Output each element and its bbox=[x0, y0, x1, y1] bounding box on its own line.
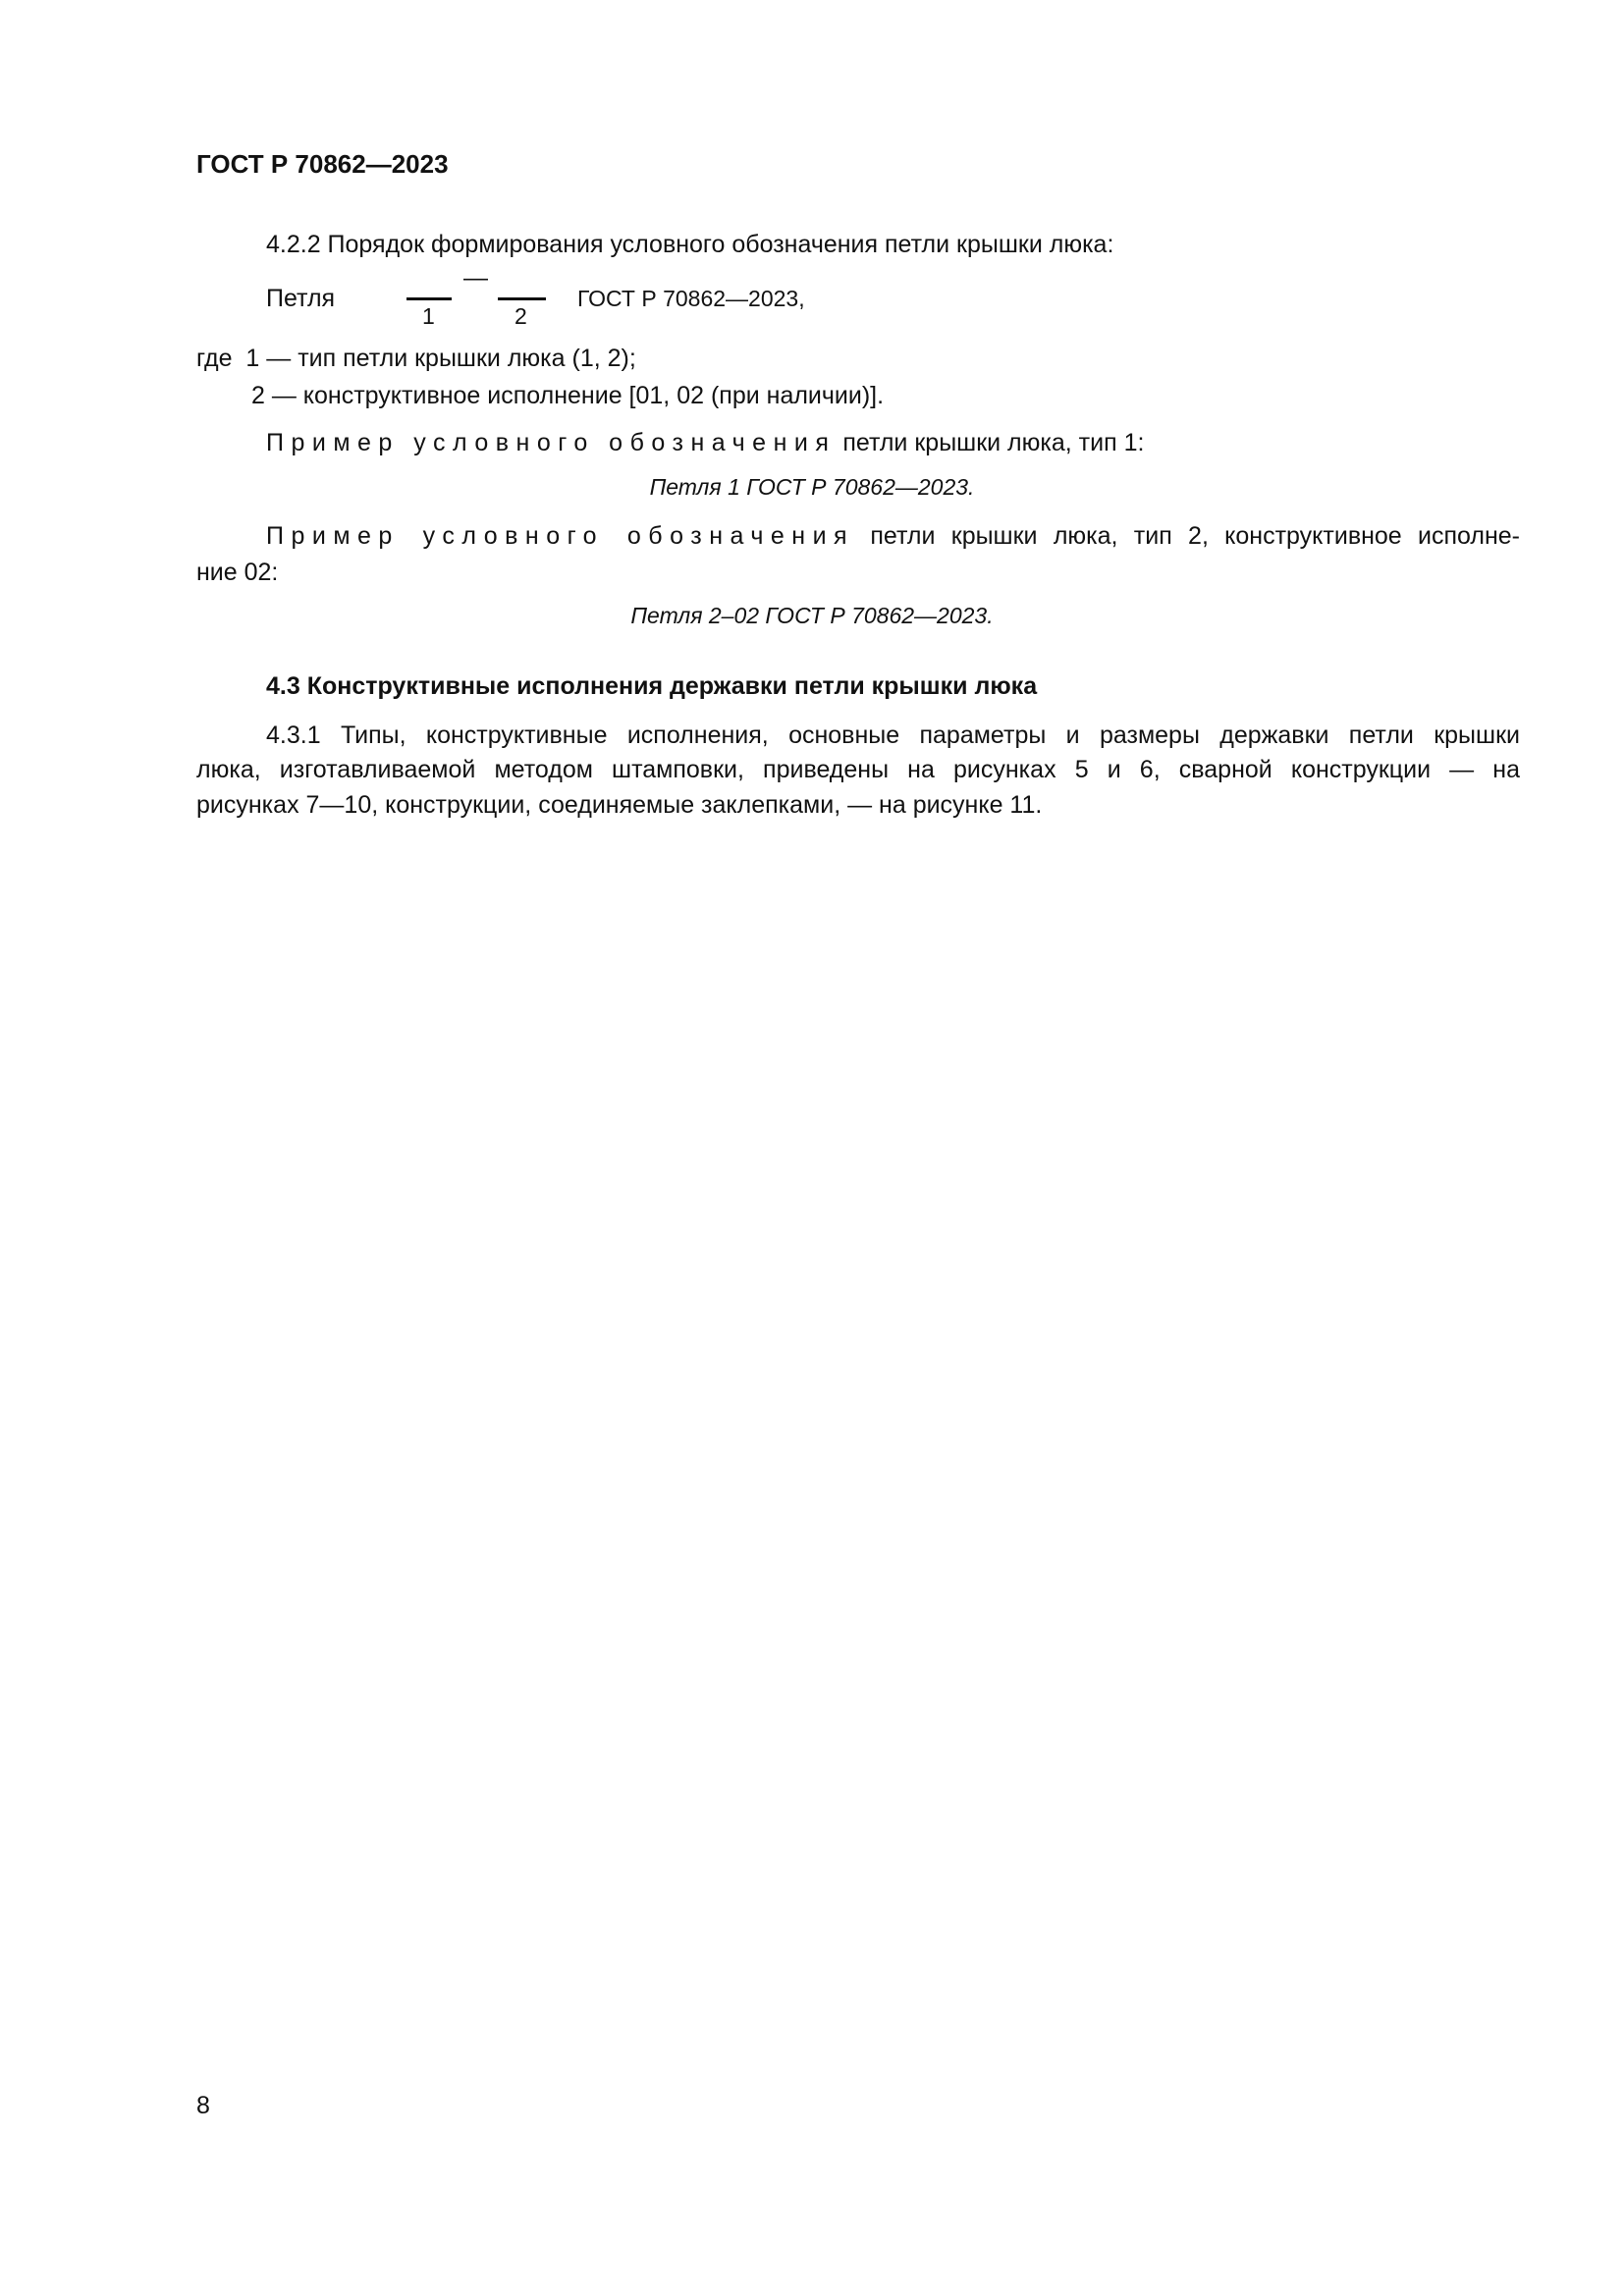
paragraph-line: 4.3.1 Типы, конструктивные исполнения, основные параметры и размеры державки петли крышки bbox=[266, 721, 1520, 749]
example-2-value: Петля 2–02 ГОСТ Р 70862—2023. bbox=[630, 603, 994, 628]
formula-blank-1 bbox=[406, 297, 452, 300]
paragraph-line: рисунках 7—10, конструкции, соединяемые заклепками, — на рисунке 11. bbox=[196, 791, 1043, 819]
example-2-caption: Пример условного обозначения петли крышки люка, тип 2, конструктивное исполне- bbox=[266, 522, 1520, 550]
formula-pos-2: 2 bbox=[514, 303, 527, 329]
legend-item-1: где 1 — тип петли крышки люка (1, 2); bbox=[196, 345, 636, 372]
page-number: 8 bbox=[196, 2092, 210, 2119]
paragraph-line: люка, изготавливаемой методом штамповки, приведены на рисунках 5 и 6, сварной конструкции — на bbox=[196, 756, 1520, 783]
example-1-caption: Пример условного обозначения петли крышки люка, тип 1: bbox=[266, 429, 1145, 456]
section-4-3-heading: 4.3 Конструктивные исполнения державки петли крышки люка bbox=[266, 672, 1038, 700]
formula-dash: — bbox=[463, 264, 488, 292]
example-2-caption-cont: ние 02: bbox=[196, 559, 279, 586]
formula-pos-1: 1 bbox=[422, 303, 435, 329]
where-prefix: где bbox=[196, 345, 233, 372]
document-header: ГОСТ Р 70862—2023 bbox=[196, 149, 449, 179]
example-1-value: Петля 1 ГОСТ Р 70862—2023. bbox=[649, 474, 975, 500]
formula-blank-2 bbox=[498, 297, 546, 300]
clause-4-2-2-intro: 4.2.2 Порядок формирования условного обозначения петли крышки люка: bbox=[266, 231, 1114, 258]
legend-item-2: 2 — конструктивное исполнение [01, 02 (при наличии)]. bbox=[251, 382, 885, 409]
formula-word: Петля bbox=[266, 285, 336, 312]
formula-standard: ГОСТ Р 70862—2023, bbox=[577, 286, 805, 311]
